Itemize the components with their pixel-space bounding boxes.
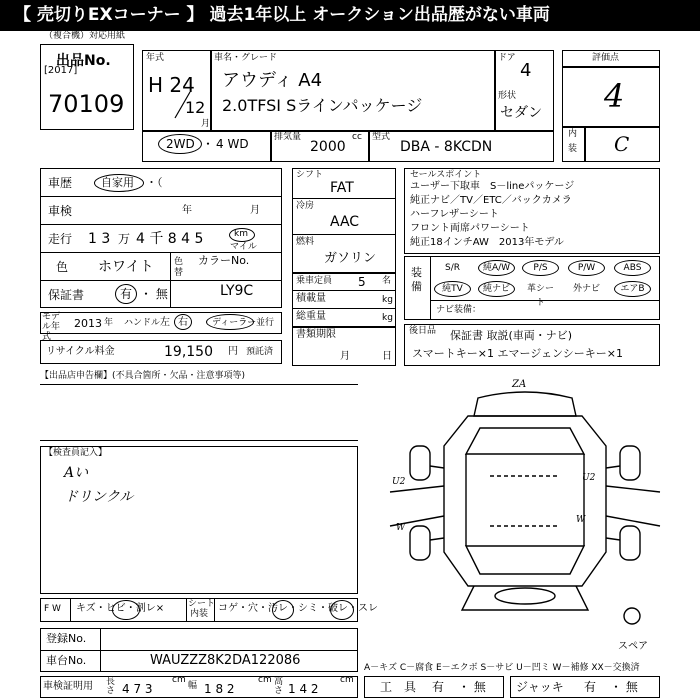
equip-opt-7: 純ナビ <box>478 281 515 297</box>
shaken-label: 車検 <box>48 204 73 218</box>
shaken-month: 月 <box>250 205 260 216</box>
equip-opt-3: P/S <box>522 260 559 276</box>
interior-label-1: 内 <box>568 129 578 139</box>
recycle-amount: 19,150 <box>164 344 213 360</box>
extra-label: 後日品 <box>409 326 437 336</box>
shift-label: シフト <box>296 170 324 180</box>
car-grade: 2.0TFSI Sラインパッケージ <box>222 96 423 115</box>
len-cm: cm <box>172 675 186 685</box>
model-year-label: モデル年式 <box>42 312 61 342</box>
len-label: 長さ <box>106 677 116 696</box>
color-change: 色替 <box>174 257 184 278</box>
navi-label: ナビ装備： <box>436 305 482 315</box>
fw-label: F W <box>44 604 61 614</box>
equipment-label: 装備 <box>411 266 422 293</box>
mileage-man-unit: 万 <box>118 232 131 246</box>
capacity-unit: 名 <box>382 276 392 286</box>
dealer: ディーラー <box>212 318 257 328</box>
warranty-label: 保証書 <box>48 288 85 302</box>
wid-label: 幅 <box>188 681 198 691</box>
color-no-label: カラーNo. <box>198 254 250 267</box>
fw-legend: キズ・ヒビ・割レ× <box>76 603 165 614</box>
seat-label-1: シート <box>188 599 216 609</box>
selling-point-4: フロント両席パワーシート <box>410 223 530 234</box>
lot-number: 70109 <box>48 90 125 118</box>
diagram-mark-w1b: W <box>576 515 586 525</box>
fuel-value: ガソリン <box>324 251 377 266</box>
recycle-unit: 円 <box>228 346 238 357</box>
equip-opt-5: ABS <box>614 260 651 276</box>
ac-label: 冷房 <box>296 201 315 211</box>
fw-circle-hibi <box>112 600 140 620</box>
car-name: アウディ A4 <box>222 70 323 91</box>
jack-yes: 有 <box>584 680 597 694</box>
shaken-year: 年 <box>182 205 192 216</box>
equip-opt-2: 純A/W <box>478 260 515 276</box>
ac-value: AAC <box>330 214 360 230</box>
chassis-number: WAUZZZ8K2DA122086 <box>150 653 301 668</box>
jack-no: ・ 無 <box>610 680 638 694</box>
hgt-cm: cm <box>340 675 354 685</box>
wid-cm: cm <box>258 675 272 685</box>
capacity-value: 5 <box>358 275 366 289</box>
chassis-label: 車台No. <box>46 654 87 667</box>
recycle-note: 預託済 <box>246 347 274 357</box>
spare-label: スペア <box>618 641 648 652</box>
load-label: 積載量 <box>296 293 326 304</box>
doors-label: ドア <box>498 53 516 63</box>
year-value: H 24 <box>148 73 195 97</box>
month-unit: 月 <box>201 119 211 129</box>
car-damage-diagram <box>370 376 680 626</box>
year-label: 年式 <box>146 53 165 63</box>
extra-line-2: スマートキー×1 エマージェンシーキー×1 <box>412 347 623 360</box>
reg-label: 登録No. <box>46 632 87 645</box>
gross-label: 総重量 <box>296 311 326 322</box>
hgt-label: 高さ <box>274 677 284 696</box>
selling-point-1: ユーザー下取車 S－lineパッケージ <box>410 181 575 192</box>
extra-line-1: 保証書 取説(車両・ナビ) <box>450 329 573 342</box>
month-value: 12 <box>185 98 206 117</box>
interior-value: C <box>614 132 630 156</box>
model-value: DBA - 8KCDN <box>400 139 493 155</box>
lot-year-tag: [2017] <box>44 65 78 76</box>
len-value: 4 7 3 <box>122 682 153 696</box>
handle-label: ハンドル <box>124 318 161 328</box>
private-use: 自家用 <box>101 176 134 189</box>
tools-label: 工 具 <box>380 680 417 694</box>
equip-opt-10: エアB <box>614 281 651 297</box>
mileage-km: km <box>234 229 248 239</box>
capacity-label: 乗車定員 <box>296 276 333 286</box>
seat-legend: コゲ・穴・汚レ・シミ・破レ・スレ <box>218 603 378 614</box>
color-label: 色 <box>56 260 69 274</box>
drive-2wd: 2WD <box>166 137 195 151</box>
docs-label: 書類期限 <box>296 329 336 340</box>
model-label: 型式 <box>372 132 391 142</box>
interior-label-2: 装 <box>568 144 578 154</box>
body-label: 形状 <box>498 91 517 101</box>
history-label: 車歴 <box>48 176 73 190</box>
model-year: 2013 <box>74 317 102 330</box>
selling-point-2: 純正ナビ／TV／ETC／バックカメラ <box>410 195 572 206</box>
hgt-value: 1 4 2 <box>288 682 319 696</box>
equip-opt-6: 純TV <box>434 281 471 297</box>
parallel: 並行 <box>256 318 275 328</box>
remarks-label: 【出品店申告欄】(不具合箇所・欠品・注意事項等) <box>40 371 246 381</box>
docs-unit-day: 日 <box>382 351 392 362</box>
inspector-note-2: ドリンクル <box>64 489 134 505</box>
color-no: LY9C <box>220 283 254 299</box>
seat-circle-kegare <box>272 600 294 620</box>
inspector-label: 【検査員記入】 <box>44 448 108 458</box>
tools-no: ・ 無 <box>458 680 486 694</box>
lot-label: 出品No. <box>56 53 111 69</box>
jack-label: ジャッキ <box>516 680 564 694</box>
score-label: 評価点 <box>592 53 620 63</box>
diagram-mark-w1a: W <box>396 523 406 533</box>
gross-unit: kg <box>382 313 393 323</box>
seat-circle-sure <box>330 600 354 620</box>
displacement-value: 2000 <box>310 139 346 155</box>
drive-sep: ・ <box>202 137 215 151</box>
handle-left: 左 <box>160 317 170 328</box>
recycle-label: リサイクル料金 <box>46 346 115 357</box>
equip-opt-1: S/R <box>445 263 460 273</box>
model-year-unit: 年 <box>104 318 114 328</box>
load-unit: kg <box>382 295 393 305</box>
selling-points-label: セールスポイント <box>410 170 482 180</box>
top-strip: （複合機）対応用紙 <box>44 31 126 41</box>
warranty-yes: 有 <box>120 287 133 301</box>
equip-opt-8: 革シート <box>526 284 554 308</box>
mileage-mile: マイル <box>230 242 257 252</box>
doors-value: 4 <box>520 60 532 81</box>
mileage-label: 走行 <box>48 232 73 246</box>
diagram-mark-u2b: U2 <box>582 473 596 483</box>
body-value: セダン <box>500 105 543 121</box>
seat-label-2: 内装 <box>190 609 209 619</box>
inspector-note-1: Aい <box>64 465 89 481</box>
warranty-no: ・ 無 <box>140 287 168 301</box>
equip-opt-9: 外ナビ <box>572 284 600 294</box>
handle-right: 右 <box>178 317 188 328</box>
wid-value: 1 8 2 <box>204 682 235 696</box>
cert-label: 車検証明用 <box>43 681 93 692</box>
mileage-man: 1 3 <box>88 231 111 247</box>
diagram-mark-top: ZA <box>512 379 527 390</box>
docs-unit: 月 <box>340 351 350 362</box>
selling-point-5: 純正18インチAW 2013年モデル <box>410 237 564 248</box>
history-dot: ・（ <box>146 176 163 189</box>
displacement-label: 排気量 <box>274 132 302 142</box>
name-label: 車名・グレード <box>214 53 278 63</box>
score-value: 4 <box>604 77 625 115</box>
selling-point-3: ハーフレザーシート <box>410 209 499 220</box>
color-value: ホワイト <box>98 259 154 275</box>
fuel-label: 燃料 <box>296 237 315 247</box>
shift-value: FAT <box>330 180 354 196</box>
tools-yes: 有 <box>432 680 445 694</box>
cc-unit: cc <box>352 132 362 142</box>
month-slash <box>172 90 192 120</box>
equip-opt-4: P/W <box>568 260 605 276</box>
drive-4wd: 4 WD <box>216 137 249 151</box>
diagram-mark-u2a: U2 <box>392 477 406 487</box>
mileage-rest: 4 千 8 4 5 <box>136 231 204 247</box>
legend-codes: A－キズ C－腐食 E－エクボ S－サビ U－凹ミ W－補修 XX－交換済 <box>364 663 640 673</box>
banner-text: 【 売切りEXコーナー 】 過去1年以上 オークション出品歴がない車両 <box>14 5 550 25</box>
